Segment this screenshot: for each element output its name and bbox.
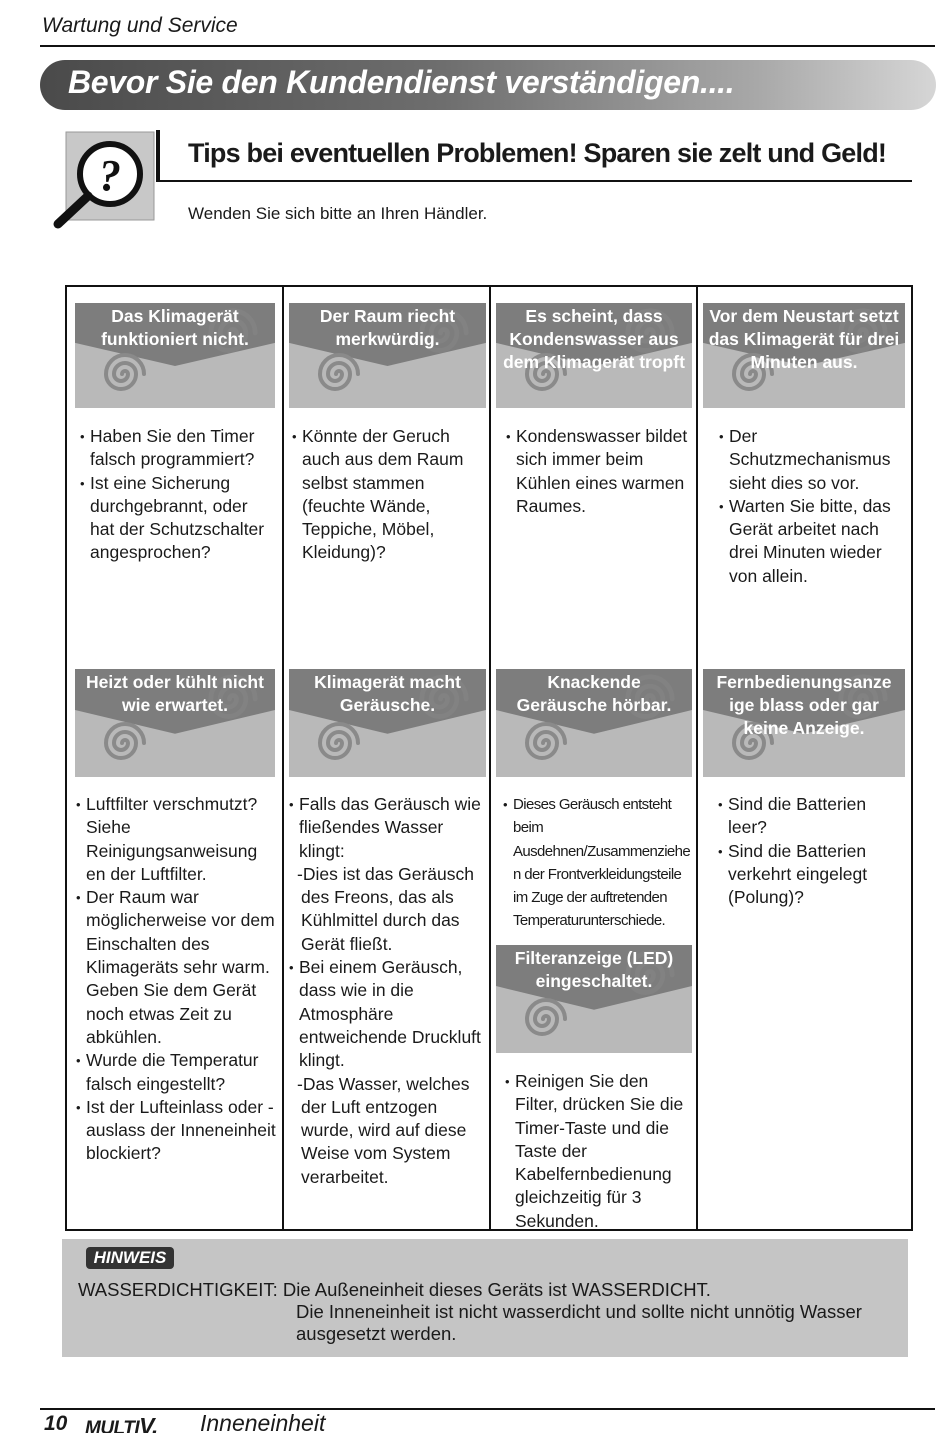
problem-header [75, 303, 275, 408]
problem-title: Vor dem Neustart setzt das Klimagerät für drei Minuten aus. [708, 306, 900, 372]
solution-list [289, 793, 487, 1189]
solution-item: • Bei einem Geräusch, dass wie in die Atmosphäre entweichende Druckluft klingt. [289, 956, 487, 1072]
section-header: Wartung und Service [42, 14, 238, 37]
tips-divider [156, 130, 160, 182]
solution-item: • Haben Sie den Timer falsch programmiert? [80, 425, 276, 472]
solution-list [506, 425, 690, 518]
solution-list [80, 425, 276, 565]
solution-list [292, 425, 484, 565]
solution-list [718, 793, 904, 909]
brand-logo [85, 1413, 158, 1433]
solution-item: • Warten Sie bitte, das Gerät arbeitet nach drei Minuten wieder von allein. [719, 495, 903, 588]
solution-list [503, 793, 693, 933]
problem-title: Es scheint, dass Kondenswasser aus dem Klimagerät tropft [503, 306, 685, 372]
note-line-1: WASSERDICHTIGKEIT: Die Außeneinheit dieses Geräts ist WASSERDICHT. [78, 1279, 711, 1300]
problem-header [703, 303, 905, 408]
note-text [78, 1279, 908, 1345]
problem-title: Klimagerät macht Geräusche. [314, 672, 461, 715]
problem-title: Filteranzeige (LED) eingeschaltet. [514, 948, 674, 991]
solution-item: • Kondenswasser bildet sich immer beim Kühlen eines warmen Raumes. [506, 425, 690, 518]
solution-list [505, 1070, 695, 1233]
problem-title: Knackende Geräusche hörbar. [516, 672, 672, 715]
brand-name: MULTI [85, 1418, 140, 1433]
solution-item: • Der Schutzmechanismus sieht dies so vor. [719, 425, 903, 495]
magnifier-question-icon [48, 130, 158, 230]
note-badge-label: HINWEIS [93, 1248, 167, 1267]
note-box [62, 1239, 908, 1357]
problem-header [496, 945, 692, 1053]
solution-item: • Sind die Batterien leer? [718, 793, 904, 840]
note-badge [86, 1247, 174, 1269]
swirl-icon [101, 350, 149, 398]
problem-header [496, 303, 692, 408]
solution-item: • Ist eine Sicherung durchgebrannt, oder hat der Schutzschalter angesprochen? [80, 472, 276, 565]
solution-item: • Ist der Lufteinlass oder -auslass der Inneneinheit blockiert? [76, 1096, 276, 1166]
solution-item: • Reinigen Sie den Filter, drücken Sie die Timer-Taste und die Taste der Kabelfernbedienung gleichzeitig für 3 Sekunden. [505, 1070, 695, 1233]
tips-subtitle: Wenden Sie sich bitte an Ihren Händler. [188, 204, 488, 223]
problem-title: Das Klimagerät funktioniert nicht. [101, 306, 249, 349]
solution-list [76, 793, 276, 1166]
solution-item: • Luftfilter verschmutzt? [76, 793, 276, 816]
problem-title: Heizt oder kühlt nicht wie erwartet. [86, 672, 264, 715]
problem-title: Fernbedienungsanze ige blass oder gar keine Anzeige. [716, 672, 892, 738]
problem-header [289, 669, 486, 777]
solution-subitem: Siehe Reinigungsanweisung en der Luftfilter. [86, 817, 258, 884]
tips-title: Tips bei eventuellen Problemen! Sparen sie zelt und Geld! [188, 138, 887, 168]
brand-mark: V. [139, 1413, 158, 1433]
column-divider [282, 287, 284, 1229]
solution-list [719, 425, 903, 588]
tips-rule [156, 180, 912, 182]
problem-header [703, 669, 905, 777]
problem-header [75, 669, 275, 777]
column-divider [489, 287, 491, 1229]
solution-subitem: -Dies ist das Geräusch des Freons, das als Kühlmittel durch das Gerät fließt. [297, 863, 475, 954]
solution-item: • Dieses Geräusch entsteht beim Ausdehnen/Zusammenziehe n der Frontverkleidungsteile im Zuge der auftretenden Temperaturunterschiede. [503, 793, 693, 933]
solution-item: • Sind die Batterien verkehrt eingelegt (Polung)? [718, 840, 904, 910]
solution-item: • Der Raum war möglicherweise vor dem Einschalten des Klimageräts sehr warm. [76, 886, 276, 979]
column-divider [696, 287, 698, 1229]
header-rule [40, 45, 935, 47]
svg-text:?: ? [99, 151, 121, 200]
title-banner [40, 60, 936, 110]
swirl-icon [315, 350, 363, 398]
problem-title: Der Raum riecht merkwürdig. [319, 306, 456, 349]
note-line-2: Die Inneneinheit ist nicht wasserdicht und sollte nicht unnötig Wasser ausgesetzt werden. [296, 1301, 862, 1344]
swirl-icon [315, 719, 363, 767]
solution-item: • Falls das Geräusch wie fließendes Wasser klingt: [289, 793, 487, 863]
swirl-icon [522, 719, 570, 767]
banner-title: Bevor Sie den Kundendienst verständigen.... [68, 64, 735, 100]
solution-subitem: Geben Sie dem Gerät noch etwas Zeit zu abkühlen. [86, 980, 257, 1047]
solution-item: • Könnte der Geruch auch aus dem Raum selbst stammen (feuchte Wände, Teppiche, Möbel, Kleidung)? [292, 425, 484, 565]
solution-item: • Wurde die Temperatur falsch eingestellt? [76, 1049, 276, 1096]
problem-header [289, 303, 486, 408]
swirl-icon [101, 719, 149, 767]
product-name: Inneneinheit [200, 1410, 326, 1433]
footer-rule [40, 1408, 935, 1410]
problem-header [496, 669, 692, 777]
swirl-icon [522, 995, 570, 1043]
page-number: 10 [44, 1412, 68, 1433]
solution-subitem: -Das Wasser, welches der Luft entzogen wurde, wird auf diese Weise vom System verarbeitet. [297, 1073, 470, 1187]
